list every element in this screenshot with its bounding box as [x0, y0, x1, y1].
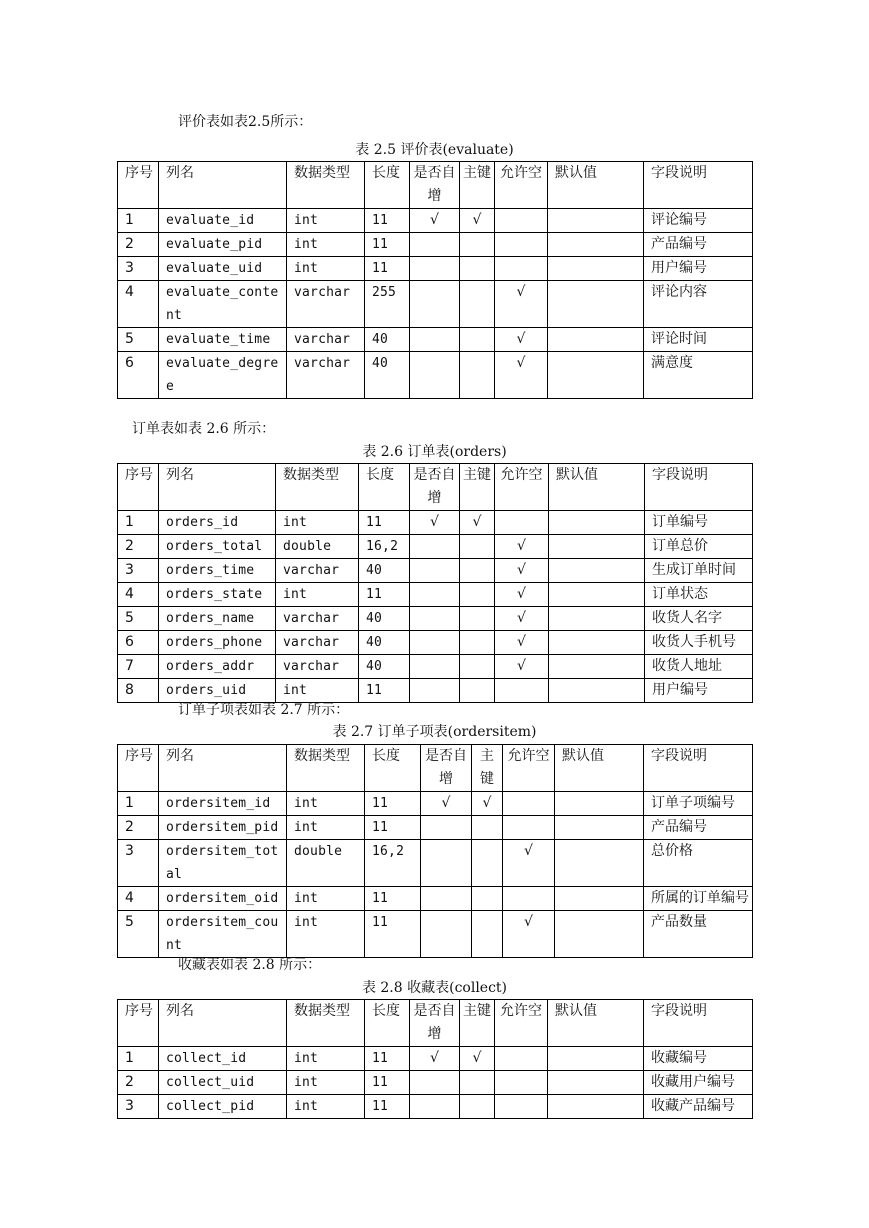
cell-data-type: int — [287, 257, 365, 281]
cell-column-name: ordersitem_oid — [159, 887, 287, 911]
header-default-value: 默认值 — [549, 464, 645, 511]
table-row — [118, 631, 753, 655]
cell-auto-increment: √ — [410, 1047, 460, 1071]
cell-default-value — [549, 631, 645, 655]
cell-default-value — [555, 911, 644, 958]
header-primary-key: 主键 — [460, 464, 495, 511]
cell-primary-key: √ — [460, 1047, 495, 1071]
table-header-row — [118, 745, 753, 792]
cell-auto-increment — [421, 840, 472, 887]
cell-default-value — [548, 1071, 644, 1095]
cell-primary-key — [460, 679, 495, 703]
cell-row-number: 4 — [118, 887, 159, 911]
table-row — [118, 233, 753, 257]
cell-field-description: 生成订单时间 — [645, 559, 753, 583]
table-caption: 表 2.7 订单子项表(ordersitem) — [332, 724, 537, 740]
cell-primary-key — [460, 352, 495, 399]
section-intro: 订单子项表如表 2.7 所示： — [178, 702, 350, 718]
table-row — [118, 328, 753, 352]
cell-row-number: 6 — [118, 352, 159, 399]
cell-nullable — [495, 679, 549, 703]
cell-auto-increment — [410, 352, 460, 399]
cell-default-value — [549, 559, 645, 583]
cell-field-description: 评论编号 — [644, 209, 753, 233]
cell-row-number: 8 — [118, 679, 159, 703]
cell-nullable: √ — [495, 328, 548, 352]
cell-data-type: int — [287, 887, 365, 911]
cell-data-type: varchar — [276, 607, 359, 631]
cell-length: 11 — [359, 679, 410, 703]
cell-nullable — [495, 1071, 548, 1095]
header-nullable: 允许空 — [495, 464, 549, 511]
header-length: 长度 — [365, 745, 421, 792]
cell-auto-increment — [410, 631, 460, 655]
cell-primary-key — [460, 257, 495, 281]
table-row — [118, 511, 753, 535]
cell-row-number: 3 — [118, 1095, 159, 1119]
table-row — [118, 535, 753, 559]
cell-default-value — [548, 328, 644, 352]
cell-length: 255 — [365, 281, 410, 328]
cell-column-name: evaluate_time — [159, 328, 287, 352]
table-row — [118, 257, 753, 281]
header-length: 长度 — [365, 1000, 410, 1047]
cell-primary-key — [472, 816, 503, 840]
cell-data-type: int — [287, 792, 365, 816]
cell-data-type: varchar — [276, 559, 359, 583]
table-row — [118, 679, 753, 703]
cell-primary-key — [460, 655, 495, 679]
cell-length: 11 — [359, 583, 410, 607]
table-row — [118, 816, 753, 840]
cell-field-description: 总价格 — [644, 840, 753, 887]
cell-length: 40 — [359, 655, 410, 679]
header-column-name: 列名 — [159, 1000, 287, 1047]
cell-default-value — [548, 352, 644, 399]
cell-row-number: 3 — [118, 559, 159, 583]
cell-column-name: ordersitem_count — [159, 911, 287, 958]
cell-length: 11 — [365, 816, 421, 840]
cell-primary-key — [472, 840, 503, 887]
header-auto-increment: 是否自增 — [410, 1000, 460, 1047]
section-intro: 评价表如表2.5所示： — [178, 114, 313, 130]
cell-auto-increment — [410, 257, 460, 281]
cell-field-description: 满意度 — [644, 352, 753, 399]
cell-auto-increment — [410, 328, 460, 352]
header-auto-increment: 是否自增 — [410, 464, 460, 511]
cell-data-type: int — [287, 233, 365, 257]
table-row — [118, 887, 753, 911]
cell-field-description: 所属的订单编号 — [644, 887, 753, 911]
header-data-type: 数据类型 — [287, 745, 365, 792]
header-field-description: 字段说明 — [645, 464, 753, 511]
cell-data-type: varchar — [287, 328, 365, 352]
cell-column-name: orders_state — [159, 583, 276, 607]
cell-auto-increment — [410, 233, 460, 257]
cell-field-description: 收货人地址 — [645, 655, 753, 679]
cell-primary-key — [460, 631, 495, 655]
cell-length: 40 — [365, 352, 410, 399]
cell-length: 16,2 — [359, 535, 410, 559]
header-column-name: 列名 — [159, 745, 287, 792]
cell-default-value — [548, 1095, 644, 1119]
cell-data-type: int — [287, 209, 365, 233]
cell-nullable — [495, 233, 548, 257]
cell-primary-key: √ — [472, 792, 503, 816]
cell-column-name: evaluate_pid — [159, 233, 287, 257]
header-field-description: 字段说明 — [644, 745, 753, 792]
cell-field-description: 订单编号 — [645, 511, 753, 535]
cell-field-description: 用户编号 — [644, 257, 753, 281]
cell-data-type: int — [276, 511, 359, 535]
cell-data-type: varchar — [276, 655, 359, 679]
cell-auto-increment — [421, 816, 472, 840]
cell-primary-key — [472, 911, 503, 958]
header-auto-increment: 是否自增 — [421, 745, 472, 792]
cell-field-description: 用户编号 — [645, 679, 753, 703]
table-header-row — [118, 1000, 753, 1047]
cell-nullable — [503, 887, 555, 911]
cell-row-number: 6 — [118, 631, 159, 655]
header-data-type: 数据类型 — [287, 162, 365, 209]
header-nullable: 允许空 — [495, 1000, 548, 1047]
cell-auto-increment — [410, 559, 460, 583]
cell-default-value — [548, 1047, 644, 1071]
table-caption: 表 2.5 评价表(evaluate) — [355, 142, 514, 158]
cell-auto-increment — [421, 887, 472, 911]
cell-nullable — [495, 1047, 548, 1071]
cell-auto-increment: √ — [410, 209, 460, 233]
cell-auto-increment — [421, 911, 472, 958]
cell-data-type: int — [287, 816, 365, 840]
cell-data-type: varchar — [287, 281, 365, 328]
header-primary-key: 主键 — [460, 1000, 495, 1047]
cell-field-description: 收藏产品编号 — [644, 1095, 753, 1119]
cell-primary-key: √ — [460, 209, 495, 233]
cell-row-number: 3 — [118, 257, 159, 281]
cell-data-type: varchar — [287, 352, 365, 399]
table-header-row — [118, 162, 753, 209]
cell-nullable — [495, 1095, 548, 1119]
cell-column-name: orders_addr — [159, 655, 276, 679]
table-row — [118, 1095, 753, 1119]
cell-column-name: orders_uid — [159, 679, 276, 703]
cell-nullable — [495, 511, 549, 535]
table-row — [118, 1071, 753, 1095]
cell-field-description: 订单总价 — [645, 535, 753, 559]
cell-row-number: 7 — [118, 655, 159, 679]
cell-length: 11 — [365, 911, 421, 958]
cell-data-type: varchar — [276, 631, 359, 655]
cell-data-type: int — [287, 1047, 365, 1071]
section-intro: 订单表如表 2.6 所示： — [132, 421, 276, 437]
header-row-number: 序号 — [118, 464, 159, 511]
cell-length: 11 — [365, 792, 421, 816]
cell-field-description: 订单状态 — [645, 583, 753, 607]
header-column-name: 列名 — [159, 162, 287, 209]
cell-primary-key — [460, 1071, 495, 1095]
cell-column-name: ordersitem_total — [159, 840, 287, 887]
cell-row-number: 2 — [118, 1071, 159, 1095]
cell-data-type: int — [287, 1095, 365, 1119]
cell-default-value — [549, 655, 645, 679]
cell-primary-key — [460, 1095, 495, 1119]
cell-row-number: 1 — [118, 792, 159, 816]
cell-length: 40 — [359, 607, 410, 631]
header-length: 长度 — [365, 162, 410, 209]
cell-auto-increment — [410, 1095, 460, 1119]
orders-table — [117, 463, 753, 703]
cell-row-number: 5 — [118, 328, 159, 352]
cell-auto-increment: √ — [410, 511, 460, 535]
table-row — [118, 1047, 753, 1071]
cell-length: 40 — [365, 328, 410, 352]
cell-default-value — [548, 281, 644, 328]
cell-nullable: √ — [495, 583, 549, 607]
cell-data-type: int — [276, 679, 359, 703]
header-field-description: 字段说明 — [644, 1000, 753, 1047]
cell-length: 11 — [365, 1095, 410, 1119]
cell-column-name: ordersitem_id — [159, 792, 287, 816]
header-primary-key: 主键 — [472, 745, 503, 792]
cell-row-number: 4 — [118, 281, 159, 328]
cell-row-number: 5 — [118, 607, 159, 631]
cell-primary-key — [460, 233, 495, 257]
cell-data-type: double — [276, 535, 359, 559]
cell-field-description: 产品数量 — [644, 911, 753, 958]
cell-column-name: evaluate_uid — [159, 257, 287, 281]
table-row — [118, 655, 753, 679]
cell-auto-increment — [410, 1071, 460, 1095]
cell-default-value — [548, 233, 644, 257]
cell-column-name: orders_time — [159, 559, 276, 583]
header-default-value: 默认值 — [548, 162, 644, 209]
cell-length: 11 — [365, 887, 421, 911]
header-row-number: 序号 — [118, 162, 159, 209]
cell-length: 11 — [359, 511, 410, 535]
table-row — [118, 840, 753, 887]
header-data-type: 数据类型 — [276, 464, 359, 511]
cell-auto-increment — [410, 607, 460, 631]
header-field-description: 字段说明 — [644, 162, 753, 209]
cell-data-type: int — [276, 583, 359, 607]
cell-nullable — [503, 792, 555, 816]
header-column-name: 列名 — [159, 464, 276, 511]
table-row — [118, 281, 753, 328]
header-row-number: 序号 — [118, 1000, 159, 1047]
cell-column-name: orders_name — [159, 607, 276, 631]
cell-primary-key — [460, 535, 495, 559]
cell-field-description: 评论内容 — [644, 281, 753, 328]
header-nullable: 允许空 — [495, 162, 548, 209]
cell-row-number: 2 — [118, 816, 159, 840]
cell-auto-increment — [410, 535, 460, 559]
cell-data-type: double — [287, 840, 365, 887]
header-primary-key: 主键 — [460, 162, 495, 209]
cell-nullable — [495, 257, 548, 281]
table-header-row — [118, 464, 753, 511]
header-default-value: 默认值 — [548, 1000, 644, 1047]
cell-row-number: 4 — [118, 583, 159, 607]
cell-row-number: 1 — [118, 209, 159, 233]
cell-default-value — [548, 257, 644, 281]
cell-length: 11 — [365, 1047, 410, 1071]
cell-default-value — [555, 792, 644, 816]
cell-column-name: ordersitem_pid — [159, 816, 287, 840]
cell-nullable: √ — [503, 840, 555, 887]
cell-default-value — [555, 887, 644, 911]
table-caption: 表 2.8 收藏表(collect) — [361, 980, 508, 996]
cell-field-description: 收藏编号 — [644, 1047, 753, 1071]
cell-default-value — [555, 816, 644, 840]
cell-column-name: orders_id — [159, 511, 276, 535]
cell-column-name: evaluate_id — [159, 209, 287, 233]
cell-primary-key — [460, 281, 495, 328]
cell-nullable — [495, 209, 548, 233]
cell-default-value — [549, 511, 645, 535]
cell-column-name: orders_phone — [159, 631, 276, 655]
cell-field-description: 订单子项编号 — [644, 792, 753, 816]
cell-row-number: 2 — [118, 535, 159, 559]
section-intro: 收藏表如表 2.8 所示： — [178, 957, 322, 973]
cell-length: 11 — [365, 1071, 410, 1095]
cell-length: 40 — [359, 631, 410, 655]
cell-default-value — [549, 535, 645, 559]
cell-auto-increment — [410, 655, 460, 679]
cell-row-number: 1 — [118, 1047, 159, 1071]
cell-nullable: √ — [495, 352, 548, 399]
cell-default-value — [549, 583, 645, 607]
table-row — [118, 583, 753, 607]
cell-nullable: √ — [495, 559, 549, 583]
cell-default-value — [549, 679, 645, 703]
cell-nullable: √ — [495, 631, 549, 655]
header-nullable: 允许空 — [503, 745, 555, 792]
table-caption: 表 2.6 订单表(orders) — [362, 444, 507, 460]
cell-default-value — [549, 607, 645, 631]
cell-nullable: √ — [503, 911, 555, 958]
cell-length: 11 — [365, 209, 410, 233]
cell-length: 11 — [365, 257, 410, 281]
evaluate-table — [117, 161, 753, 399]
header-length: 长度 — [359, 464, 410, 511]
cell-primary-key — [472, 887, 503, 911]
cell-primary-key: √ — [460, 511, 495, 535]
cell-auto-increment — [410, 281, 460, 328]
cell-data-type: int — [287, 1071, 365, 1095]
cell-primary-key — [460, 583, 495, 607]
cell-row-number: 5 — [118, 911, 159, 958]
cell-nullable: √ — [495, 281, 548, 328]
cell-column-name: collect_uid — [159, 1071, 287, 1095]
table-row — [118, 792, 753, 816]
cell-nullable: √ — [495, 535, 549, 559]
cell-row-number: 2 — [118, 233, 159, 257]
table-row — [118, 209, 753, 233]
cell-default-value — [548, 209, 644, 233]
cell-auto-increment — [410, 583, 460, 607]
cell-field-description: 收货人手机号 — [645, 631, 753, 655]
cell-nullable — [503, 816, 555, 840]
cell-length: 40 — [359, 559, 410, 583]
header-auto-increment: 是否自增 — [410, 162, 460, 209]
cell-primary-key — [460, 328, 495, 352]
collect-table — [117, 999, 753, 1119]
cell-column-name: evaluate_content — [159, 281, 287, 328]
cell-column-name: collect_id — [159, 1047, 287, 1071]
table-row — [118, 352, 753, 399]
header-data-type: 数据类型 — [287, 1000, 365, 1047]
cell-field-description: 产品编号 — [644, 816, 753, 840]
cell-data-type: int — [287, 911, 365, 958]
header-default-value: 默认值 — [555, 745, 644, 792]
cell-primary-key — [460, 607, 495, 631]
cell-length: 11 — [365, 233, 410, 257]
cell-column-name: orders_total — [159, 535, 276, 559]
table-row — [118, 911, 753, 958]
cell-field-description: 收藏用户编号 — [644, 1071, 753, 1095]
cell-nullable: √ — [495, 655, 549, 679]
cell-primary-key — [460, 559, 495, 583]
cell-auto-increment — [410, 679, 460, 703]
cell-nullable: √ — [495, 607, 549, 631]
header-row-number: 序号 — [118, 745, 159, 792]
cell-row-number: 3 — [118, 840, 159, 887]
cell-column-name: evaluate_degree — [159, 352, 287, 399]
cell-length: 16,2 — [365, 840, 421, 887]
cell-row-number: 1 — [118, 511, 159, 535]
cell-field-description: 收货人名字 — [645, 607, 753, 631]
cell-field-description: 产品编号 — [644, 233, 753, 257]
ordersitem-table — [117, 744, 753, 958]
table-row — [118, 559, 753, 583]
cell-column-name: collect_pid — [159, 1095, 287, 1119]
cell-field-description: 评论时间 — [644, 328, 753, 352]
table-row — [118, 607, 753, 631]
cell-auto-increment: √ — [421, 792, 472, 816]
cell-default-value — [555, 840, 644, 887]
